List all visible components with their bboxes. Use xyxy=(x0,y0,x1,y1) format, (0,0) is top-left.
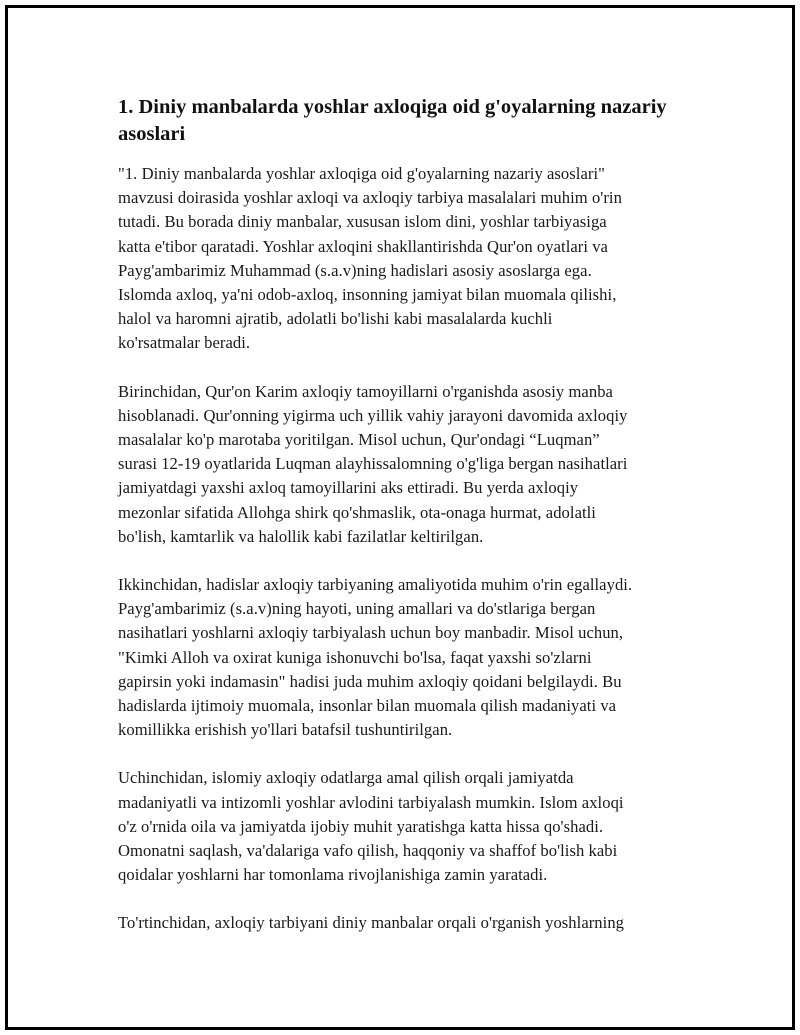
text-line: gapirsin yoki indamasin" hadisi juda muhim axloqiy qoidani belgilaydi. Bu xyxy=(118,671,622,691)
text-line: surasi 12-19 oyatlarida Luqman alayhissalomning o'g'liga bergan nasihatlari xyxy=(118,454,628,474)
text-line: Payg'ambarimiz Muhammad (s.a.v)ning hadislari asosiy asoslarga ega. xyxy=(118,260,592,280)
text-line: komillikka erishish yo'llari batafsil tushuntirilgan. xyxy=(118,720,453,740)
document-content xyxy=(118,94,703,960)
text-line: To'rtinchidan, axloqiy tarbiyani diniy manbalar orqali o'rganish yoshlarning xyxy=(118,913,625,933)
text-line: katta e'tibor qaratadi. Yoshlar axloqini shakllantirishda Qur'on oyatlari va xyxy=(118,236,608,256)
text-line: mavzusi doirasida yoshlar axloqi va axloqiy tarbiya masalalari muhim o'rin xyxy=(118,188,622,208)
text-line: nasihatlari yoshlarni axloqiy tarbiyalash uchun boy manbadir. Misol uchun, xyxy=(118,623,624,643)
text-line: Islomda axloq, ya'ni odob-axloq, insonning jamiyat bilan muomala qilishi, xyxy=(118,285,617,305)
document-title xyxy=(118,94,703,148)
title-line: 1. Diniy manbalarda yoshlar axloqiga oid g'oyalarning nazariy xyxy=(118,96,667,118)
text-line: Ikkinchidan, hadislar axloqiy tarbiyaning amaliyotida muhim o'rin egallaydi. xyxy=(118,575,633,595)
text-line: tutadi. Bu borada diniy manbalar, xususan islom dini, yoshlar tarbiyasiga xyxy=(118,212,607,232)
text-line: jamiyatdagi yaxshi axloq tamoyillarini aks ettiradi. Bu yerda axloqiy xyxy=(118,478,579,498)
text-line: mezonlar sifatida Allohga shirk qo'shmaslik, ota-onaga hurmat, adolatli xyxy=(118,502,596,522)
paragraph-fourth xyxy=(118,911,703,935)
paragraph-intro xyxy=(118,162,703,356)
text-line: Uchinchidan, islomiy axloqiy odatlarga amal qilish orqali jamiyatda xyxy=(118,768,574,788)
text-line: hadislarda ijtimoiy muomala, insonlar bilan muomala qilish madaniyati va xyxy=(118,696,617,716)
text-line: bo'lish, kamtarlik va halollik kabi fazilatlar keltirilgan. xyxy=(118,526,484,546)
text-line: Omonatni saqlash, va'dalariga vafo qilish, haqqoniy va shaffof bo'lish kabi xyxy=(118,841,618,861)
paragraph-second xyxy=(118,573,703,742)
text-line: "Kimki Alloh va oxirat kuniga ishonuvchi bo'lsa, faqat yaxshi so'zlarni xyxy=(118,647,592,667)
text-line: Birinchidan, Qur'on Karim axloqiy tamoyillarni o'rganishda asosiy manba xyxy=(118,381,613,401)
text-line: masalalar ko'p marotaba yoritilgan. Misol uchun, Qur'ondagi “Luqman” xyxy=(118,430,600,450)
text-line: halol va haromni ajratib, adolatli bo'lishi kabi masalalarda kuchli xyxy=(118,309,553,329)
title-line: asoslari xyxy=(118,123,186,145)
paragraph-first xyxy=(118,380,703,549)
paragraph-third xyxy=(118,766,703,887)
text-line: "1. Diniy manbalarda yoshlar axloqiga oid g'oyalarning nazariy asoslari" xyxy=(118,164,605,183)
text-line: hisoblanadi. Qur'onning yigirma uch yillik vahiy jarayoni davomida axloqiy xyxy=(118,405,628,425)
text-line: qoidalar yoshlarni har tomonlama rivojlanishiga zamin yaratadi. xyxy=(118,865,548,885)
text-line: Payg'ambarimiz (s.a.v)ning hayoti, uning amallari va do'stlariga bergan xyxy=(118,599,596,619)
text-line: ko'rsatmalar beradi. xyxy=(118,333,251,353)
text-line: madaniyatli va intizomli yoshlar avlodini tarbiyalash mumkin. Islom axloqi xyxy=(118,792,624,812)
text-line: o'z o'rnida oila va jamiyatda ijobiy muhit yaratishga katta hissa qo'shadi. xyxy=(118,816,604,836)
